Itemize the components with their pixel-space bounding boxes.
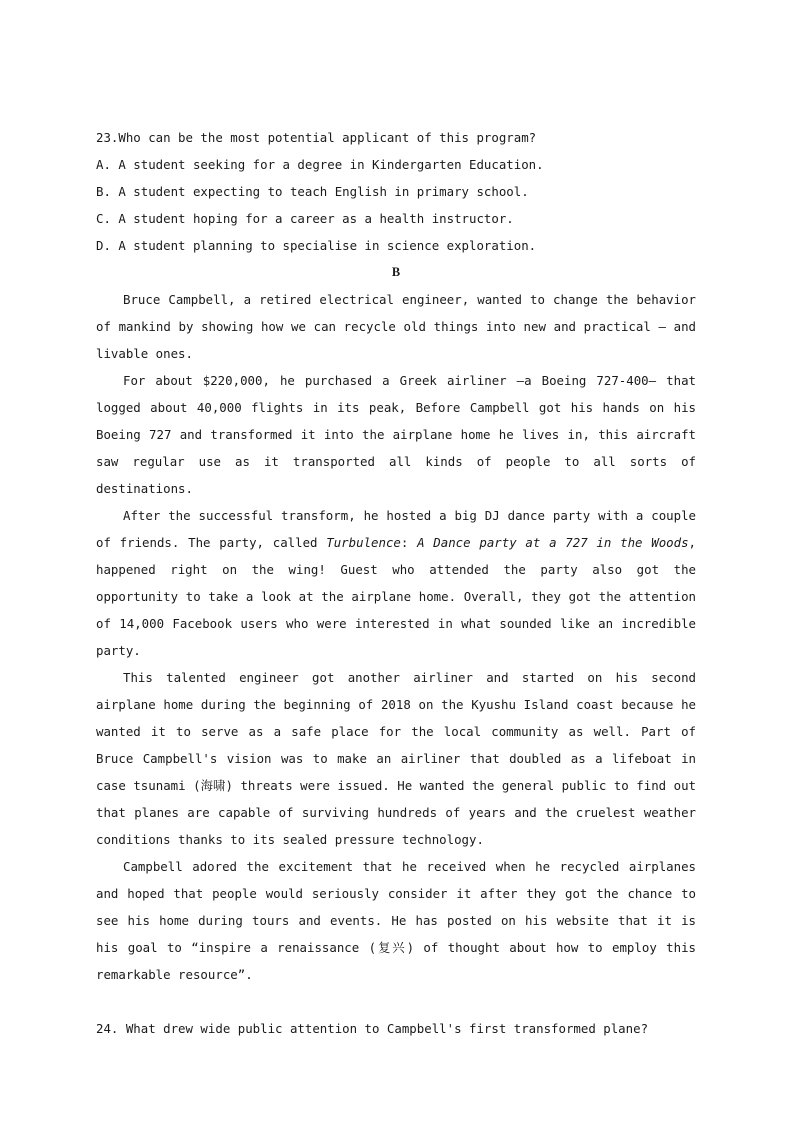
question-24-stem: 24. What drew wide public attention to Campbell's first transformed plane? — [96, 1021, 649, 1036]
document-page — [96, 124, 696, 1042]
blank-line — [96, 988, 696, 1015]
question-23-option-c: C. A student hoping for a career as a health instructor. — [96, 211, 514, 226]
paragraph-3-text-start: After the successful transform, he hosted a big DJ dance party with a couple of friends. The party, called — [96, 508, 696, 550]
question-23-option-a: A. A student seeking for a degree in Kindergarten Education. — [96, 157, 544, 172]
passage-paragraph-2: For about $220,000, he purchased a Greek airliner —a Boeing 727-400— that logged about 40,000 flights in its peak, Before Campbell got his hands on his Boeing 727 and transformed it into the airplane home he lives in, this aircraft saw regular use as it transported all kinds of people to all sorts of destinations. — [96, 373, 696, 496]
passage-paragraph-4: This talented engineer got another airliner and started on his second airplane home during the beginning of 2018 on the Kyushu Island coast because he wanted it to serve as a safe place for the local community as well. Part of Bruce Campbell's vision was to make an airliner that doubled as a lifeboat in case tsunami (海啸) threats were issued. He wanted the general public to find out that planes are capable of surviving hundreds of years and the cruelest weather conditions thanks to its sealed pressure technology. — [96, 670, 696, 847]
question-23-option-d: D. A student planning to specialise in science exploration. — [96, 238, 537, 253]
passage-paragraph-5: Campbell adored the excitement that he received when he recycled airplanes and hoped that people would seriously consider it after they got the chance to see his home during tours and events. He has posted on his website that it is his goal to “inspire a renaissance (复兴) of thought about how to employ this remarkable resource”. — [96, 859, 696, 982]
question-23-stem: 23.Who can be the most potential applicant of this program? — [96, 130, 537, 145]
paragraph-3-text-end: , happened right on the wing! Guest who attended the party also got the opportunity to take a look at the airplane home. Overall, they got the attention of 14,000 Facebook users who were interested in what sounded like an incredible party. — [96, 535, 697, 658]
passage-paragraph-3 — [96, 502, 696, 664]
question-23-option-b: B. A student expecting to teach English in primary school. — [96, 184, 529, 199]
section-b-heading: B — [391, 265, 401, 279]
party-title-turbulence: Turbulence — [326, 535, 401, 550]
party-title-subtitle: A Dance party at a 727 in the Woods — [417, 535, 689, 550]
passage-paragraph-1: Bruce Campbell, a retired electrical engineer, wanted to change the behavior of mankind by showing how we can recycle old things into new and practical – and livable ones. — [96, 292, 696, 361]
party-title-colon: : — [400, 535, 418, 550]
